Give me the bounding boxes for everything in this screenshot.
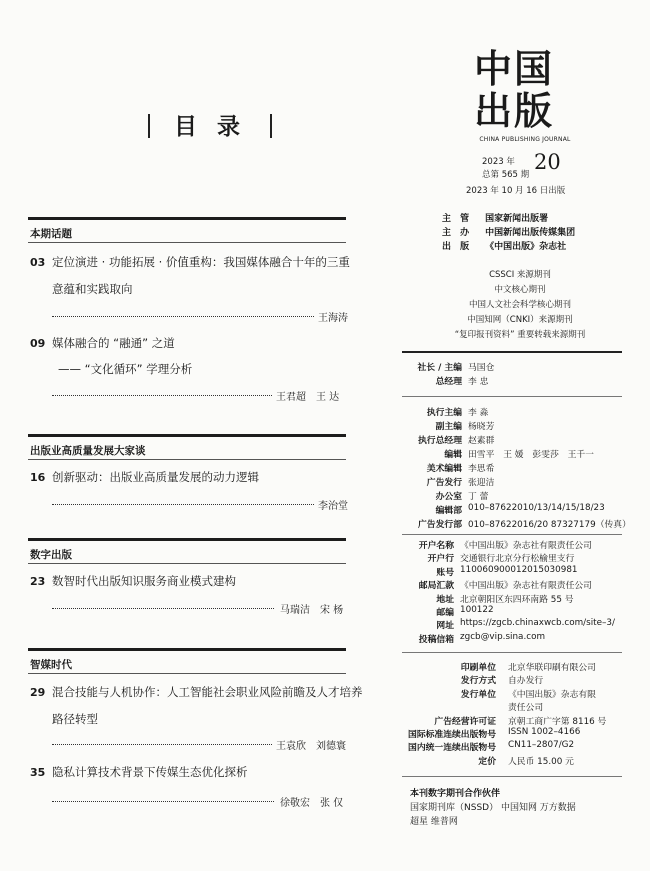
article-authors: 王海涛 xyxy=(318,313,348,324)
org-sponsor: 主 办 中国新闻出版传媒集团 xyxy=(442,228,576,238)
staff-label: 广告发行部 xyxy=(418,520,462,530)
staff-label: 编辑部 xyxy=(435,506,462,516)
masthead-divider xyxy=(402,652,622,653)
printing-value: 责任公司 xyxy=(508,703,544,714)
article-title: 隐私计算技术背景下传媒生态优化探析 xyxy=(52,765,248,779)
masthead-divider xyxy=(402,534,622,535)
bank-label: 地址 xyxy=(436,594,454,605)
section-heading: 智媒时代 xyxy=(30,659,72,671)
section-rule xyxy=(28,648,346,651)
bank-label: 邮局汇款 xyxy=(418,581,454,592)
article-authors: 王君超 王 达 xyxy=(276,392,340,403)
printing-label: 国际标准连续出版物号 xyxy=(408,730,496,740)
title-bar-right xyxy=(270,114,272,138)
bank-value: 交通银行北京分行松榆里支行 xyxy=(460,554,575,565)
toc-entry[interactable] xyxy=(30,764,248,780)
toc-entry[interactable] xyxy=(30,684,363,700)
partners-line: 超星 维普网 xyxy=(410,817,458,827)
staff-value: 杨晓芳 xyxy=(468,422,495,432)
section-rule xyxy=(28,538,346,541)
partners-line: 国家期刊库（NSSD） 中国知网 万方数据 xyxy=(410,803,576,813)
printing-label: 定价 xyxy=(478,756,496,767)
printing-value: CN11–2807/G2 xyxy=(508,740,575,751)
staff-top-value: 马国仓 xyxy=(468,363,495,373)
printing-block xyxy=(402,660,622,770)
article-title: 混合技能与人机协作：人工智能社会职业风险前瞻及人才培养 xyxy=(52,685,363,699)
toc-entry[interactable] xyxy=(30,573,236,589)
bank-value: 北京朝阳区东四环南路 55 号 xyxy=(460,594,574,605)
bank-block xyxy=(402,538,622,648)
leader-dots xyxy=(52,608,274,609)
staff-value: 张迎洁 xyxy=(468,478,495,488)
printing-value: 北京华联印刷有限公司 xyxy=(508,663,596,673)
staff-top-label: 社长 / 主编 xyxy=(417,363,462,373)
leader-dots xyxy=(52,395,272,396)
staff-top-block xyxy=(402,360,622,390)
bank-label: 开户行 xyxy=(427,554,454,565)
toc-entry[interactable] xyxy=(30,335,175,351)
org-publisher: 出 版 《中国出版》杂志社 xyxy=(442,242,567,252)
printing-label: 发行单位 xyxy=(460,689,496,700)
staff-label: 广告发行 xyxy=(426,478,462,488)
bank-value: 《中国出版》杂志社有限责任公司 xyxy=(460,581,592,592)
section-rule xyxy=(28,434,346,437)
page-number: 35 xyxy=(30,766,46,779)
staff-label: 执行主编 xyxy=(426,408,462,418)
leader-dots xyxy=(52,504,314,505)
staff-value: 李 淼 xyxy=(468,408,489,418)
index-line: CSSCI 来源期刊 xyxy=(489,270,551,280)
staff-label: 执行总经理 xyxy=(418,436,462,446)
section-heading: 出版业高质量发展大家谈 xyxy=(30,445,146,457)
bank-value: https://zgcb.chinaxwcb.com/site–3/ xyxy=(460,618,615,629)
printing-label: 印刷单位 xyxy=(460,663,496,673)
article-title-cont: 路径转型 xyxy=(52,712,98,726)
bank-value: 100122 xyxy=(460,605,494,615)
section-underline xyxy=(28,242,346,243)
article-title: 创新驱动：出版业高质量发展的动力逻辑 xyxy=(52,470,259,484)
page-number: 16 xyxy=(30,471,46,484)
staff-top-value: 李 忠 xyxy=(468,377,489,387)
page-number: 23 xyxy=(30,575,46,588)
article-title: 定位演进 · 功能拓展 · 价值重构：我国媒体融合十年的三重 xyxy=(52,255,350,269)
bank-label: 账号 xyxy=(436,567,454,578)
org-supervisor: 主 管 国家新闻出版署 xyxy=(442,214,549,224)
bank-value: 110060900012015030981 xyxy=(460,564,578,575)
bank-label: 邮编 xyxy=(436,608,454,618)
index-line: 中国知网（CNKI）来源期刊 xyxy=(467,315,573,325)
staff-value: 010–87622016/20 87327179（传真） xyxy=(468,520,631,530)
article-authors: 徐敬宏 张 仅 xyxy=(280,798,344,809)
article-title: 媒体融合的 “融通” 之道 xyxy=(52,336,175,350)
article-authors: 马瑞洁 宋 杨 xyxy=(280,605,344,616)
toc-entry[interactable] xyxy=(30,469,259,485)
bank-label: 开户名称 xyxy=(418,541,454,551)
masthead-rule xyxy=(402,351,622,353)
masthead-divider xyxy=(402,396,622,397)
index-line: “复印报刊资料” 重要转载来源期刊 xyxy=(454,330,586,340)
printing-value: 《中国出版》杂志有限 xyxy=(508,689,596,700)
logo-line-2: 出版 xyxy=(474,89,555,133)
section-heading: 数字出版 xyxy=(30,549,72,561)
bank-value: zgcb@vip.sina.com xyxy=(460,631,546,642)
staff-value: 丁 蕾 xyxy=(468,492,489,502)
staff-value: 李思希 xyxy=(468,464,495,474)
partners-title: 本刊数字期刊合作伙伴 xyxy=(410,789,501,799)
leader-dots xyxy=(52,801,274,802)
section-rule xyxy=(28,217,346,220)
page-number: 03 xyxy=(30,256,46,269)
page-number: 29 xyxy=(30,686,46,699)
article-authors: 李治堂 xyxy=(318,501,348,512)
staff-top-label: 总经理 xyxy=(435,377,462,387)
staff-block xyxy=(402,405,631,533)
masthead-divider xyxy=(402,776,622,777)
printing-value: 京朝工商广字第 8116 号 xyxy=(508,716,607,727)
section-underline xyxy=(28,563,346,564)
bank-label: 投稿信箱 xyxy=(418,634,454,645)
toc-entry[interactable] xyxy=(30,254,350,270)
printing-value: ISSN 1002–4166 xyxy=(508,727,581,737)
staff-label: 编辑 xyxy=(444,450,462,460)
bank-label: 网址 xyxy=(436,621,454,632)
article-authors: 王袁欣 刘德寰 xyxy=(276,741,346,752)
logo-english: CHINA PUBLISHING JOURNAL xyxy=(479,136,571,143)
toc-title xyxy=(148,108,272,141)
leader-dots xyxy=(52,744,272,745)
staff-value: 010–87622010/13/14/15/18/23 xyxy=(468,503,605,513)
staff-label: 副主编 xyxy=(435,422,462,432)
staff-value: 赵素群 xyxy=(468,436,495,446)
printing-label: 发行方式 xyxy=(460,676,496,687)
leader-dots xyxy=(52,316,314,317)
section-underline xyxy=(28,459,346,460)
index-line: 中文核心期刊 xyxy=(494,285,546,295)
staff-value: 田雪平 王 媛 彭雯莎 王千一 xyxy=(468,450,594,460)
printing-value: 自办发行 xyxy=(508,676,544,687)
logo-line-1: 中国 xyxy=(474,47,555,91)
article-title: 数智时代出版知识服务商业模式建构 xyxy=(52,574,236,588)
page-number: 09 xyxy=(30,337,46,350)
staff-label: 美术编辑 xyxy=(426,464,462,474)
bank-value: 《中国出版》杂志社有限责任公司 xyxy=(460,541,592,551)
staff-label: 办公室 xyxy=(435,492,462,502)
section-underline xyxy=(28,673,346,674)
title-bar-left xyxy=(148,114,150,138)
issue-total: 总第 565 期 xyxy=(482,170,530,180)
index-line: 中国人文社会科学核心期刊 xyxy=(468,300,571,310)
issue-date: 2023 年 10 月 16 日出版 xyxy=(466,186,566,196)
toc-title-text: 目 录 xyxy=(174,114,247,140)
issue-number: 20 xyxy=(534,150,561,174)
issue-year: 2023 年 xyxy=(482,157,515,167)
printing-label: 国内统一连续出版物号 xyxy=(408,743,496,754)
printing-value: 人民币 15.00 元 xyxy=(508,756,574,767)
printing-label: 广告经营许可证 xyxy=(434,716,496,727)
article-title-cont: —— “文化循环” 学理分析 xyxy=(58,362,193,376)
journal-logo xyxy=(470,47,580,136)
section-heading: 本期话题 xyxy=(30,228,72,240)
article-title-cont: 意蕴和实践取向 xyxy=(52,282,133,296)
